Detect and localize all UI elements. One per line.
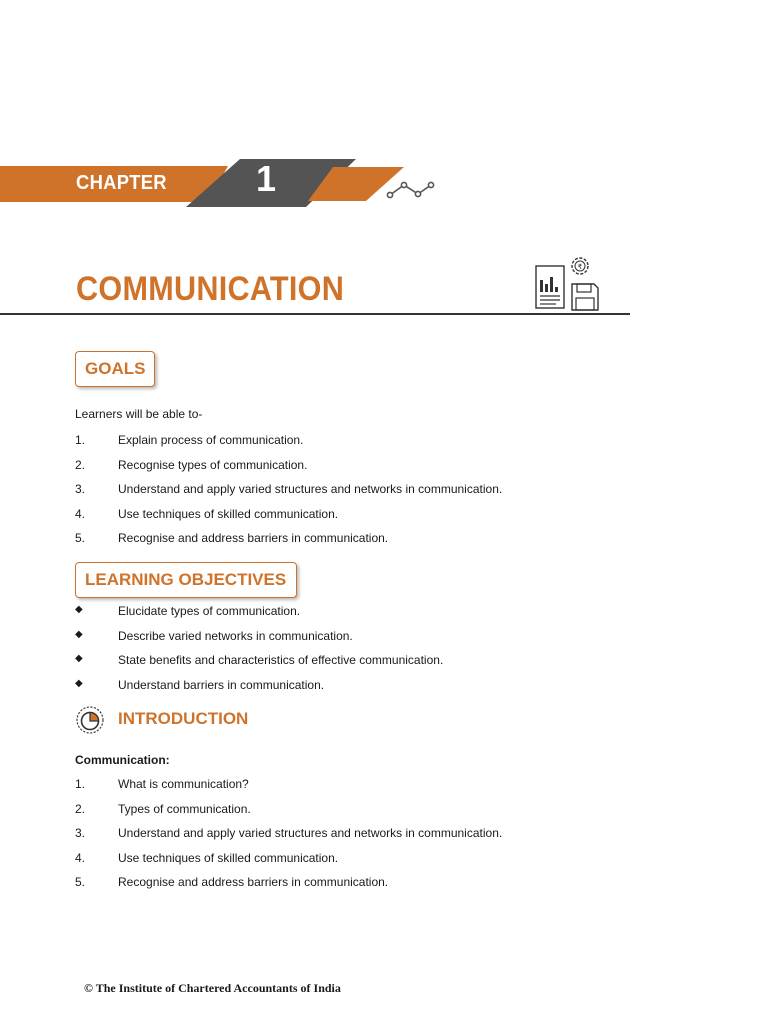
list-marker: 2. xyxy=(75,801,86,816)
bullet-icon: ◆ xyxy=(75,628,83,640)
goals-heading-label: GOALS xyxy=(85,359,146,378)
list-item-text: Recognise and address barriers in communication. xyxy=(118,531,389,545)
save-disk-icon xyxy=(572,284,598,310)
list-item-text: What is communication? xyxy=(118,777,249,791)
list-marker: 4. xyxy=(75,506,86,521)
introduction-heading: INTRODUCTION xyxy=(118,709,249,728)
list-marker: 5. xyxy=(75,875,86,889)
bullet-icon: ◆ xyxy=(75,653,83,664)
list-item-text: Recognise types of communication. xyxy=(118,457,308,472)
pie-chart-icon xyxy=(75,705,105,735)
chapter-banner xyxy=(0,157,440,211)
list-marker: 3. xyxy=(75,482,86,496)
rupee-gear-icon xyxy=(572,258,588,274)
goals-heading xyxy=(75,351,155,387)
list-item-text: Elucidate types of communication. xyxy=(118,604,301,618)
list-item-text: Types of communication. xyxy=(118,801,251,816)
chapter-graph-icon xyxy=(387,182,433,197)
report-document-icon xyxy=(536,266,564,308)
goals-intro: Learners will be able to- xyxy=(75,407,203,421)
list-marker: 5. xyxy=(75,531,86,545)
chapter-label: CHAPTER xyxy=(76,172,167,194)
list-item-text: State benefits and characteristics of effective communication. xyxy=(118,653,444,667)
bullet-icon: ◆ xyxy=(75,677,83,689)
introduction-subheading: Communication: xyxy=(75,753,170,767)
list-marker: 1. xyxy=(75,433,86,447)
list-item-text: Recognise and address barriers in communication. xyxy=(118,875,389,889)
list-marker: 4. xyxy=(75,850,86,865)
title-illustration xyxy=(534,254,600,312)
list-marker: 2. xyxy=(75,457,86,472)
list-item-text: Understand and apply varied structures and networks in communication. xyxy=(118,482,503,496)
list-item-text: Use techniques of skilled communication. xyxy=(118,506,339,521)
title-divider xyxy=(0,313,630,315)
list-marker: 3. xyxy=(75,826,86,840)
copyright-footer: © The Institute of Chartered Accountants of India xyxy=(84,981,341,995)
learning-objectives-heading-label: LEARNING OBJECTIVES xyxy=(85,570,287,589)
learning-objectives-heading xyxy=(75,562,297,598)
list-item-text: Describe varied networks in communication. xyxy=(118,628,353,643)
list-item-text: Understand and apply varied structures and networks in communication. xyxy=(118,826,503,840)
svg-text:₹: ₹ xyxy=(577,263,583,271)
bullet-icon: ◆ xyxy=(75,604,83,615)
list-item-text: Explain process of communication. xyxy=(118,433,304,447)
page-title: COMMUNICATION xyxy=(76,270,345,308)
list-marker: 1. xyxy=(75,777,86,791)
list-item-text: Understand barriers in communication. xyxy=(118,677,325,692)
chapter-number: 1 xyxy=(256,158,277,199)
list-item-text: Use techniques of skilled communication. xyxy=(118,850,339,865)
